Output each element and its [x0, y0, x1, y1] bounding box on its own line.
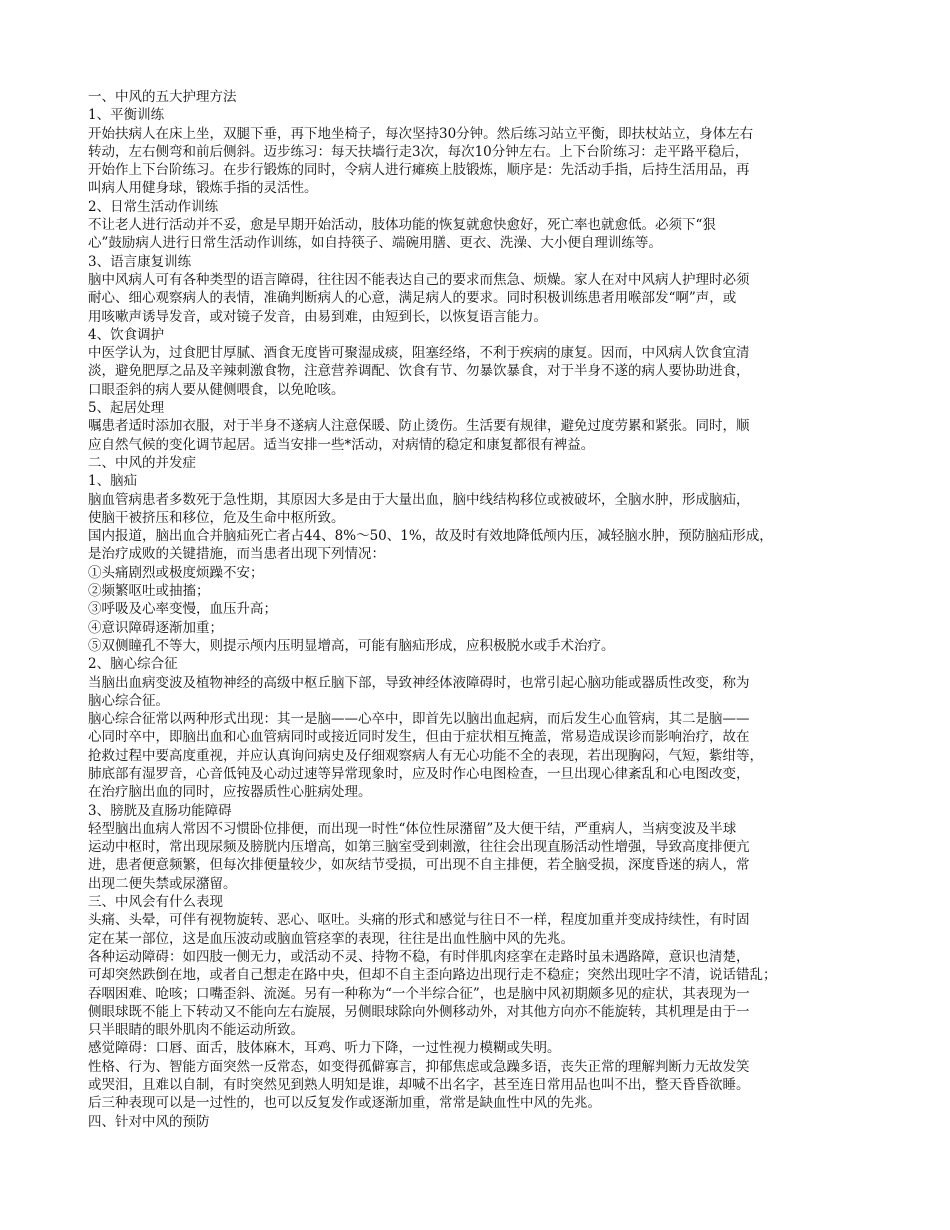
text-line: 开始作上下台阶练习。在步行锻炼的同时，令病人进行瘫痪上肢锻炼，顺序是：先活动手指，后持生活用品，再: [88, 162, 750, 179]
text-line: 脑心综合征常以两种形式出现：其一是脑——心卒中，即首先以脑出血起病，而后发生心血管病，其二是脑——: [88, 711, 750, 728]
text-line: 4、饮食调护: [88, 326, 165, 343]
text-line: 吞咽困难、呛咳；口嘴歪斜、流涎。另有一种称为“一个半综合征”，也是脑中风初期颇多见的症状，其表现为一: [88, 985, 750, 1002]
text-line: 1、平衡训练: [88, 107, 165, 124]
text-line: 嘱患者适时添加衣服，对于半身不遂病人注意保暖、防止烫伤。生活要有规律，避免过度劳累和紧张。同时，顺: [88, 418, 750, 435]
text-line: 应自然气候的变化调节起居。适当安排一些*活动，对病情的稳定和康复都很有裨益。: [88, 436, 595, 453]
text-line: 一、中风的五大护理方法: [88, 89, 237, 105]
text-line: ⑤双侧瞳孔不等大，则提示颅内压明显增高，可能有脑疝形成，应积极脱水或手术治疗。: [88, 637, 615, 654]
text-line: 脑血管病患者多数死于急性期，其原因大多是由于大量出血，脑中线结构移位或被破坏，全脑水肿，形成脑疝，: [88, 491, 750, 508]
text-line: 轻型脑出血病人常因不习惯卧位排便，而出现一时性“体位性尿潴留”及大便干结，严重病人，当病变波及半球: [88, 820, 737, 837]
text-line: 可却突然跌倒在地，或者自己想走在路中央，但却不自主歪向路边出现行走不稳症；突然出现吐字不清，说话错乱；: [88, 967, 777, 984]
text-line: 后三种表现可以是一过性的，也可以反复发作或逐渐加重，常常是缺血性中风的先兆。: [88, 1095, 601, 1112]
text-line: 3、语言康复训练: [88, 253, 192, 270]
text-line: 用咳嗽声诱导发音，或对镜子发音，由易到难，由短到长，以恢复语言能力。: [88, 308, 547, 325]
text-line: 心同时卒中，即脑出血和心血管病同时或接近同时发生，但由于症状相互掩盖，常易造成误诊而影响治疗，故在: [88, 729, 750, 746]
text-line: 三、中风会有什么表现: [88, 894, 223, 911]
text-line: ④意识障碍逐渐加重；: [88, 619, 223, 636]
text-line: 在治疗脑出血的同时，应按器质性心脏病处理。: [88, 784, 372, 801]
document-body: [88, 88, 870, 1131]
text-line: 不让老人进行活动并不妥，愈是早期开始活动，肢体功能的恢复就愈快愈好，死亡率也就愈低。必须下“狠: [88, 217, 716, 234]
text-line: 淡，避免肥厚之品及辛辣刺激食物，注意营养调配、饮食有节、勿暴饮暴食，对于半身不遂的病人要协助进食，: [88, 363, 750, 380]
text-line: 开始扶病人在床上坐，双腿下垂，再下地坐椅子，每次坚持30分钟。然后练习站立平衡，即扶杖站立，身体左右: [88, 125, 754, 142]
text-line: 当脑出血病变波及植物神经的高级中枢丘脑下部，导致神经体液障碍时，也常引起心脑功能或器质性改变，称为: [88, 674, 750, 691]
text-line: ①头痛剧烈或极度烦躁不安；: [88, 564, 264, 581]
text-line: 进，患者便意频繁，但每次排便量较少，如灰结节受损，可出现不自主排便，若全脑受损，深度昏迷的病人，常: [88, 857, 750, 874]
text-line: 脑中风病人可有各种类型的语言障碍，往往因不能表达自己的要求而焦急、烦燥。家人在对中风病人护理时必须: [88, 271, 750, 288]
text-line: ②频繁呕吐或抽搐；: [88, 583, 210, 600]
text-line: 3、膀胱及直肠功能障碍: [88, 802, 232, 819]
text-line: 口眼歪斜的病人要从健侧喂食，以免呛咳。: [88, 381, 345, 398]
text-line: 脑心综合征。: [88, 692, 169, 709]
text-line: 感觉障碍：口唇、面舌，肢体麻木，耳鸡、听力下降，一过性视力模糊或失明。: [88, 1040, 561, 1057]
text-line: 2、脑心综合征: [88, 656, 178, 673]
text-line: 运动中枢时，常出现尿频及膀胱内压增高，如第三脑室受到刺激，往往会出现直肠活动性增强，导致高度排便亢: [88, 839, 750, 856]
text-line: 是治疗成败的关键措施，而当患者出现下列情况：: [88, 546, 385, 563]
text-line: 只半眼睛的眼外肌肉不能运动所致。: [88, 1022, 304, 1039]
text-line: 定在某一部位，这是血压波动或脑血管痉挛的表现，往往是出血性脑中风的先兆。: [88, 930, 574, 947]
text-line: 肺底部有湿罗音，心音低钝及心动过速等异常现象时，应及时作心电图检查，一旦出现心律紊乱和心电图改变，: [88, 765, 750, 782]
text-line: 叫病人用健身球，锻炼手指的灵活性。: [88, 180, 318, 197]
text-line: 性格、行为、智能方面突然一反常态，如变得孤僻寡言，抑郁焦虑或急躁多语，丧失正常的理解判断力无故发笑: [88, 1058, 750, 1075]
text-line: 5、起居处理: [88, 400, 165, 417]
text-line: 各种运动障碍：如四肢一侧无力，或活动不灵、持物不稳，有时伴肌肉痉挛在走路时虽未遇路障，意识也清楚，: [88, 948, 750, 965]
text-line: 1、脑疝: [88, 473, 138, 490]
text-line: 头痛、头晕，可伴有视物旋转、恶心、呕吐。头痛的形式和感觉与往日不一样，程度加重并变成持续性，有时固: [88, 912, 750, 929]
text-line: 或哭泪，且难以自制，有时突然见到熟人明知是谁，却喊不出名字，甚至连日常用品也叫不出，整天昏昏欲睡。: [88, 1077, 750, 1094]
text-line: 二、中风的并发症: [88, 454, 196, 471]
text-line: 使脑干被挤压和移位，危及生命中枢所致。: [88, 509, 345, 526]
text-line: 侧眼球既不能上下转动又不能向左右旋展，另侧眼球除向外侧移动外，对其他方向亦不能旋转，其机理是由于一: [88, 1003, 750, 1020]
text-line: 中医学认为，过食肥甘厚腻、酒食无度皆可聚湿成痰，阻塞经络，不利于疾病的康复。因而，中风病人饮食宜清: [88, 345, 750, 362]
text-line: 抢救过程中要高度重视，并应认真询问病史及仔细观察病人有无心功能不全的表现，若出现胸闷，气短，紫绀等，: [88, 747, 763, 764]
text-line: 心”鼓励病人进行日常生活动作训练，如自持筷子、端碗用膳、更衣、洗澡、大小便自理训练等。: [88, 235, 662, 252]
text-line: 四、针对中风的预防: [88, 1113, 210, 1130]
text-line: ③呼吸及心率变慢，血压升高；: [88, 601, 277, 618]
text-line: 出现二便失禁或尿潴留。: [88, 875, 237, 892]
text-line: 2、日常生活动作训练: [88, 198, 219, 215]
text-line: 耐心、细心观察病人的表情，准确判断病人的心意，满足病人的要求。同时积极训练患者用喉部发“啊”声，或: [88, 290, 737, 307]
text-line: 转动，左右侧弯和前后侧斜。迈步练习：每天扶墙行走3次，每次10分钟左右。上下台阶练习：走平路平稳后，: [88, 143, 749, 160]
text-line: 国内报道，脑出血合并脑疝死亡者占44、8%～50、1%，故及时有效地降低颅内压，减轻脑水肿，预防脑疝形成，: [88, 528, 773, 545]
